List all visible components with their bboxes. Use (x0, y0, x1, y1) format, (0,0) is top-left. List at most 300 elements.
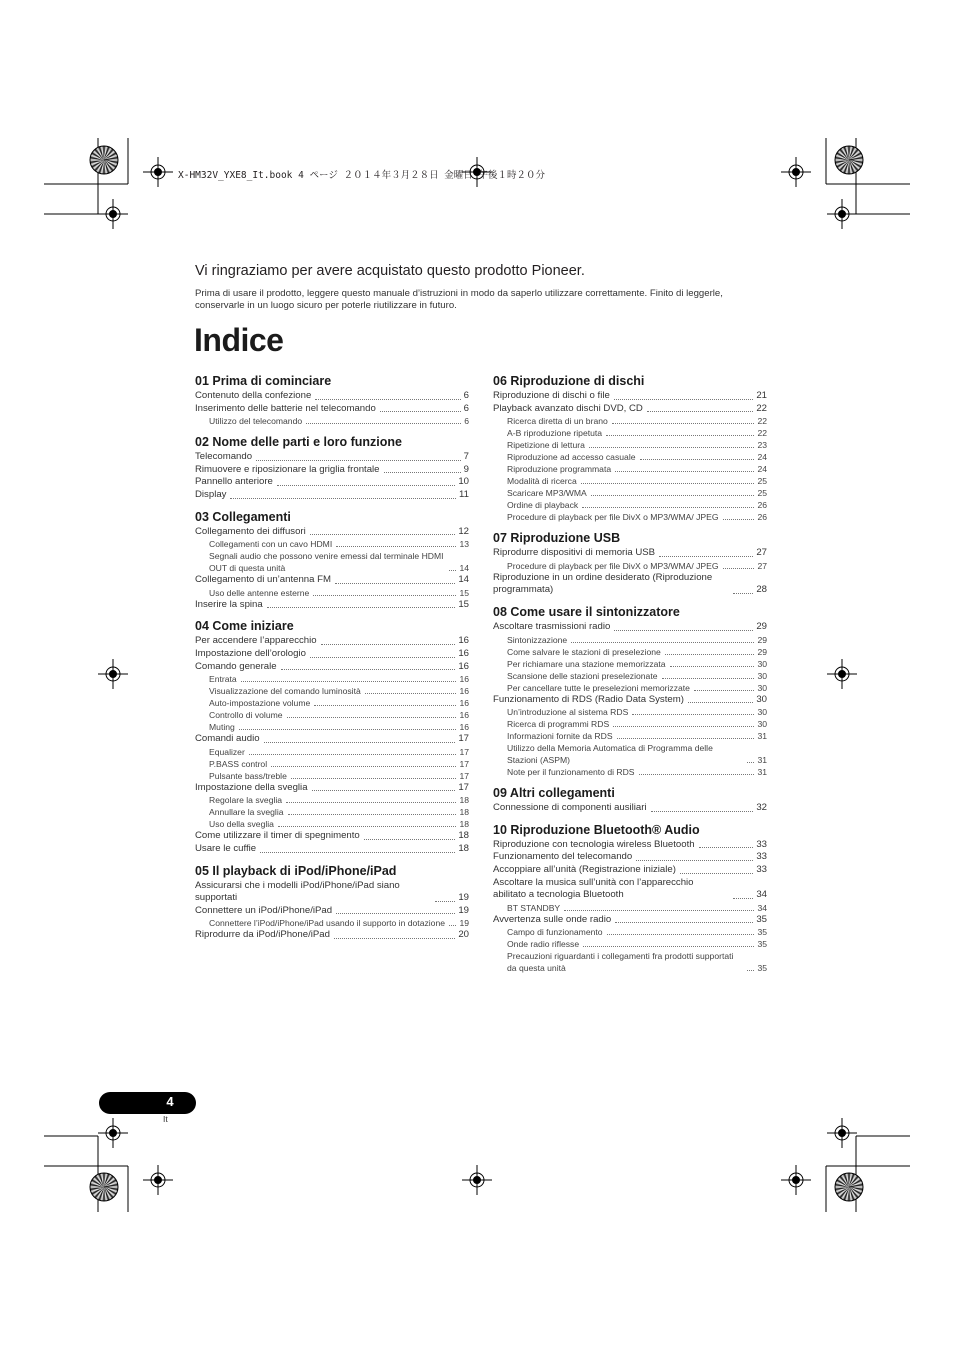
leader-dots (733, 593, 753, 594)
toc-entry[interactable] (493, 415, 767, 427)
toc-entry-page: 24 (757, 464, 767, 475)
toc-entry[interactable] (195, 733, 469, 746)
leader-dots (264, 742, 456, 743)
toc-entry-page: 16 (459, 686, 469, 697)
toc-entry-label: Ripetizione di lettura (507, 440, 585, 451)
leader-dots (589, 447, 755, 448)
leader-dots (335, 583, 455, 584)
toc-entry-page: 11 (459, 488, 469, 500)
toc-entry-label: Usare le cuffie (195, 842, 257, 854)
toc-entry-page: 31 (757, 767, 767, 778)
toc-entry-label: Per accendere l’apparecchio (195, 635, 317, 647)
toc-entry-label: Riproduzione con tecnologia wireless Bluetooth (493, 838, 695, 850)
toc-entry-page: 17 (458, 781, 469, 793)
toc-entry-label: A-B riproduzione ripetuta (507, 428, 603, 439)
toc-entry[interactable] (493, 694, 767, 707)
toc-entry-page: 19 (459, 918, 469, 929)
toc-entry[interactable] (493, 621, 767, 634)
leader-dots (662, 678, 755, 679)
leader-dots (680, 873, 753, 874)
toc-entry[interactable] (493, 950, 767, 974)
toc-entry-page: 33 (756, 851, 767, 863)
leader-dots (571, 642, 754, 643)
leader-dots (239, 729, 457, 730)
toc-entry-label: Note per il funzionamento di RDS (507, 767, 635, 778)
toc-entry-label: Riprodurre dispositivi di memoria USB (493, 547, 656, 559)
leader-dots (614, 630, 753, 631)
toc-entry-page: 20 (458, 929, 469, 941)
toc-entry-page: 16 (459, 674, 469, 685)
toc-entry-page: 33 (756, 838, 767, 850)
leader-dots (286, 802, 456, 803)
toc-entry[interactable] (493, 802, 767, 815)
toc-entry-page: 6 (463, 390, 469, 401)
toc-entry[interactable] (493, 864, 767, 877)
toc-section-heading: 06 Riproduzione di dischi (493, 374, 645, 388)
toc-right-column (493, 373, 767, 981)
toc-entry[interactable] (493, 718, 767, 730)
leader-dots (364, 839, 456, 840)
toc-entry-page: 17 (459, 746, 469, 757)
toc-entry[interactable] (195, 830, 469, 843)
toc-entry-page: 30 (757, 682, 767, 693)
toc-entry-label: Visualizzazione del comando luminosità (209, 686, 361, 697)
leader-dots (615, 471, 754, 472)
toc-entry[interactable] (493, 439, 767, 451)
toc-entry-page: 29 (757, 646, 767, 657)
leader-dots (241, 681, 457, 682)
toc-entry-label: Ordine di playback (507, 500, 579, 511)
page-number: 4 (166, 1094, 174, 1109)
toc-entry-label: Un’introduzione al sistema RDS (507, 707, 629, 718)
toc-entry-label: Ricerca diretta di un brano (507, 416, 608, 427)
crosshair-mark (462, 1165, 492, 1195)
toc-section-heading: 09 Altri collegamenti (493, 786, 615, 801)
sunburst-mark (90, 146, 118, 174)
toc-entry-page: 26 (757, 500, 767, 511)
leader-dots (607, 934, 755, 935)
toc-entry[interactable] (195, 451, 469, 464)
toc-section-heading: 02 Nome delle parti e loro funzione (195, 435, 402, 450)
leader-dots (670, 666, 755, 667)
toc-entry[interactable] (493, 560, 767, 572)
toc-entry-page: 16 (458, 635, 469, 647)
toc-entry-label: Ascoltare trasmissioni radio (493, 620, 611, 632)
toc-entry-page: 34 (757, 902, 767, 913)
leader-dots (306, 423, 461, 424)
leader-dots (615, 922, 753, 923)
toc-entry-page: 21 (756, 390, 767, 401)
toc-entry-label: Scansione delle stazioni preselezionate (507, 670, 658, 681)
toc-entry-page: 29 (756, 620, 767, 632)
toc-entry-label: Impostazione della sveglia (195, 781, 308, 793)
toc-entry[interactable] (195, 526, 469, 539)
toc-entry-page: 22 (756, 402, 767, 414)
toc-section-heading: 04 Come iniziare (195, 619, 294, 634)
toc-entry[interactable] (195, 648, 469, 661)
toc-entry-page: 19 (458, 904, 469, 916)
toc-entry-page: 32 (756, 802, 767, 814)
toc-section-heading: 08 Come usare il sintonizzatore (493, 604, 680, 619)
toc-entry[interactable] (195, 843, 469, 856)
leader-dots (636, 860, 753, 861)
toc-entry-label: Sintonizzazione (507, 634, 568, 645)
toc-entry-page: 16 (458, 660, 469, 672)
toc-entry[interactable] (195, 818, 469, 830)
toc-entry-page: 35 (757, 963, 767, 974)
toc-entry-label: Utilizzo del telecomando (209, 416, 303, 427)
toc-entry-label: Contenuto della confezione (195, 390, 312, 401)
toc-entry-page: 26 (757, 512, 767, 523)
toc-section (493, 822, 767, 975)
leader-dots (315, 399, 460, 400)
leader-dots (336, 913, 455, 914)
toc-entry-label: Riprodurre da iPod/iPhone/iPad (195, 929, 330, 941)
toc-entry-label: Per richiamare una stazione memorizzata (507, 658, 666, 669)
toc-entry-page: 31 (757, 731, 767, 742)
toc-entry-label: Riproduzione programmata (507, 464, 612, 475)
leader-dots (606, 435, 754, 436)
toc-entry[interactable] (195, 782, 469, 795)
toc-entry[interactable] (493, 682, 767, 694)
toc-entry-label: Equalizer (209, 746, 245, 757)
toc-entry[interactable] (195, 929, 469, 942)
toc-entry-page: 33 (756, 863, 767, 875)
leader-dots (291, 778, 457, 779)
toc-entry-label: Ascoltare la musica sull’unità con l’apparecchio abilitato a tecnologia Bluetooth (493, 876, 694, 901)
toc-entry[interactable] (195, 489, 469, 502)
leader-dots (639, 774, 755, 775)
toc-entry-page: 10 (458, 476, 469, 488)
toc-entry-label: Informazioni fornite da RDS (507, 731, 613, 742)
toc-entry-page: 14 (458, 574, 469, 586)
sunburst-mark (90, 1173, 118, 1201)
leader-dots (659, 556, 753, 557)
toc-entry[interactable] (493, 646, 767, 658)
toc-entry-label: Procedure di playback per file DivX o MP3/WMA/ JPEG (507, 512, 719, 523)
toc-entry[interactable] (493, 902, 767, 914)
toc-entry-label: Collegamento dei diffusori (195, 525, 306, 537)
toc-entry[interactable] (493, 475, 767, 487)
leader-dots (336, 546, 456, 547)
leader-dots (277, 485, 455, 486)
toc-entry-page: 24 (757, 452, 767, 463)
toc-entry[interactable] (195, 476, 469, 489)
toc-entry-page: 16 (459, 698, 469, 709)
leader-dots (435, 901, 455, 902)
toc-entry-label: Come utilizzare il timer di spegnimento (195, 830, 360, 842)
crosshair-mark (827, 659, 857, 689)
toc-entry[interactable] (195, 746, 469, 758)
toc-entry-label: Controllo di volume (209, 710, 283, 721)
leader-dots (313, 595, 456, 596)
toc-entry-label: P.BASS control (209, 758, 268, 769)
leader-dots (723, 568, 755, 569)
toc-entry-label: Onde radio riflesse (507, 939, 580, 950)
toc-left-column (195, 373, 469, 949)
sunburst-mark (835, 146, 863, 174)
toc-entry-label: Uso della sveglia (209, 819, 274, 830)
toc-entry[interactable] (195, 574, 469, 587)
crosshair-mark (827, 199, 857, 229)
toc-entry[interactable] (195, 806, 469, 818)
toc-entry[interactable] (195, 599, 469, 612)
toc-entry-page: 15 (458, 598, 469, 610)
toc-entry-label: Uso delle antenne esterne (209, 587, 310, 598)
leader-dots (723, 519, 755, 520)
leader-dots (581, 483, 755, 484)
toc-entry[interactable] (493, 487, 767, 499)
leader-dots (694, 690, 754, 691)
toc-entry[interactable] (195, 635, 469, 648)
leader-dots (310, 534, 456, 535)
toc-entry-label: Precauzioni riguardanti i collegamenti fra prodotti supportati da questa unità (507, 951, 734, 974)
toc-entry-page: 31 (757, 755, 767, 766)
toc-entry-page: 6 (464, 416, 469, 427)
toc-entry[interactable] (493, 658, 767, 670)
toc-entry-label: BT STANDBY (507, 902, 561, 913)
toc-entry[interactable] (195, 550, 469, 574)
toc-section-heading: 10 Riproduzione Bluetooth® Audio (493, 822, 700, 837)
toc-entry-label: Connessione di componenti ausiliari (493, 802, 647, 814)
leader-dots (312, 790, 456, 791)
toc-entry-label: Riproduzione di dischi o file (493, 390, 610, 401)
toc-section (195, 373, 469, 427)
leader-dots (747, 762, 754, 763)
toc-entry[interactable] (493, 839, 767, 852)
toc-entry-page: 30 (757, 719, 767, 730)
leader-dots (384, 472, 461, 473)
toc-entry-label: Telecomando (195, 451, 253, 463)
toc-entry-label: Auto-impostazione volume (209, 698, 311, 709)
toc-entry-page: 28 (756, 584, 767, 596)
leader-dots (583, 946, 754, 947)
toc-entry-page: 6 (463, 402, 469, 414)
toc-entry[interactable] (195, 661, 469, 674)
toc-entry-label: Pulsante bass/treble (209, 770, 287, 781)
toc-entry[interactable] (195, 880, 469, 905)
toc-entry[interactable] (493, 547, 767, 560)
toc-entry-label: Inserimento delle batterie nel telecomando (195, 402, 376, 414)
toc-entry-label: Pannello anteriore (195, 476, 273, 488)
leader-dots (747, 970, 754, 971)
toc-entry-page: 35 (757, 939, 767, 950)
toc-entry[interactable] (195, 464, 469, 477)
leader-dots (380, 411, 461, 412)
crosshair-mark (98, 659, 128, 689)
toc-entry-page: 16 (458, 647, 469, 659)
crosshair-mark (143, 157, 173, 187)
page-number-badge (99, 1092, 196, 1114)
toc-entry[interactable] (493, 463, 767, 475)
toc-entry[interactable] (195, 538, 469, 550)
toc-entry-label: Ricerca di programmi RDS (507, 719, 610, 730)
leader-dots (564, 910, 754, 911)
toc-entry[interactable] (493, 451, 767, 463)
toc-entry[interactable] (493, 851, 767, 864)
toc-entry-label: Funzionamento di RDS (Radio Data System) (493, 693, 684, 705)
toc-section (493, 373, 767, 523)
toc-section (493, 785, 767, 815)
toc-entry[interactable] (195, 685, 469, 697)
toc-entry-label: Impostazione dell’orologio (195, 647, 306, 659)
toc-entry-label: Campo di funzionamento (507, 927, 603, 938)
toc-entry[interactable] (195, 905, 469, 918)
toc-entry[interactable] (195, 697, 469, 709)
toc-entry-label: Segnali audio che possono venire emessi dal terminale HDMI OUT di questa unità (209, 551, 444, 574)
toc-entry-page: 22 (757, 416, 767, 427)
toc-entry[interactable] (493, 742, 767, 766)
toc-entry[interactable] (195, 709, 469, 721)
leader-dots (688, 702, 753, 703)
language-code: It (163, 1114, 168, 1124)
toc-entry-page: 17 (459, 758, 469, 769)
leader-dots (640, 459, 755, 460)
toc-section-heading: 03 Collegamenti (195, 509, 291, 524)
toc-entry-page: 35 (757, 927, 767, 938)
leader-dots (278, 826, 456, 827)
toc-entry-label: Per cancellare tutte le preselezioni memorizzate (507, 682, 690, 693)
toc-section (195, 434, 469, 501)
leader-dots (651, 811, 754, 812)
toc-entry-page: 27 (757, 560, 767, 571)
toc-entry-page: 25 (757, 476, 767, 487)
toc-entry[interactable] (493, 499, 767, 511)
toc-entry[interactable] (493, 730, 767, 742)
toc-entry[interactable] (493, 427, 767, 439)
leader-dots (699, 847, 754, 848)
leader-dots (591, 495, 755, 496)
toc-entry-page: 30 (757, 670, 767, 681)
toc-entry-label: Assicurarsi che i modelli iPod/iPhone/iPad siano supportati (195, 879, 400, 904)
toc-entry[interactable] (493, 877, 767, 902)
toc-entry-page: 29 (757, 634, 767, 645)
toc-entry[interactable] (195, 794, 469, 806)
toc-entry-label: Muting (209, 722, 235, 733)
leader-dots (310, 657, 455, 658)
toc-section-heading: 01 Prima di cominciare (195, 374, 332, 388)
leader-dots (449, 570, 456, 571)
toc-section (493, 604, 767, 778)
leader-dots (334, 938, 455, 939)
toc-entry[interactable] (195, 758, 469, 770)
crosshair-mark (98, 199, 128, 229)
toc-entry-page: 9 (463, 463, 469, 475)
toc-entry-page: 34 (756, 889, 767, 901)
toc-entry-label: Come salvare le stazioni di preselezione (507, 646, 661, 657)
thanks-heading: Vi ringraziamo per avere acquistato questo prodotto Pioneer. (195, 263, 585, 279)
toc-entry-page: 14 (459, 563, 469, 574)
toc-entry-label: Collegamento di un’antenna FM (195, 574, 331, 586)
toc-entry-label: Connettere l’iPod/iPhone/iPad usando il supporto in dotazione (209, 918, 446, 929)
leader-dots (314, 705, 456, 706)
toc-entry-label: Inserire la spina (195, 598, 263, 610)
leader-dots (281, 669, 456, 670)
toc-section (195, 509, 469, 612)
toc-entry-label: Playback avanzato dischi DVD, CD (493, 402, 643, 414)
leader-dots (617, 738, 755, 739)
toc-entry[interactable] (493, 511, 767, 523)
leader-dots (449, 925, 456, 926)
crosshair-mark (781, 157, 811, 187)
toc-entry[interactable] (493, 766, 767, 778)
leader-dots (271, 766, 456, 767)
toc-entry[interactable] (195, 390, 469, 403)
toc-entry-label: Accoppiare all’unità (Registrazione iniziale) (493, 863, 676, 875)
toc-entry-label: Entrata (209, 674, 237, 685)
toc-entry[interactable] (195, 673, 469, 685)
leader-dots (365, 693, 457, 694)
leader-dots (613, 726, 754, 727)
leader-dots (632, 714, 754, 715)
toc-entry-page: 19 (458, 892, 469, 904)
toc-entry-label: Avvertenza sulle onde radio (493, 913, 612, 925)
toc-entry-page: 18 (459, 795, 469, 806)
toc-entry-page: 18 (459, 807, 469, 818)
toc-entry-page: 18 (459, 819, 469, 830)
leader-dots (260, 852, 455, 853)
toc-entry-label: Collegamenti con un cavo HDMI (209, 539, 333, 550)
toc-entry[interactable] (493, 914, 767, 927)
toc-entry-label: Riproduzione in un ordine desiderato (Riproduzione programmata) (493, 571, 713, 596)
toc-entry-label: Connettere un iPod/iPhone/iPad (195, 904, 333, 916)
toc-entry-label: Funzionamento del telecomando (493, 851, 633, 863)
leader-dots (256, 460, 461, 461)
toc-entry[interactable] (195, 415, 469, 427)
toc-entry-page: 17 (459, 770, 469, 781)
toc-section (493, 530, 767, 597)
toc-entry-label: Utilizzo della Memoria Automatica di Programma delle Stazioni (ASPM) (507, 743, 713, 766)
toc-entry-page: 7 (463, 451, 469, 463)
toc-entry-label: Comando generale (195, 660, 277, 672)
page-title: Indice (194, 322, 284, 358)
toc-entry-page: 17 (458, 733, 469, 745)
toc-entry-label: Scaricare MP3/WMA (507, 488, 587, 499)
toc-entry[interactable] (195, 403, 469, 416)
toc-entry[interactable] (493, 390, 767, 403)
toc-entry[interactable] (493, 706, 767, 718)
toc-entry[interactable] (493, 926, 767, 938)
leader-dots (647, 411, 753, 412)
toc-entry[interactable] (195, 770, 469, 782)
toc-entry-page: 16 (459, 722, 469, 733)
toc-entry-label: Annullare la sveglia (209, 807, 284, 818)
leader-dots (665, 654, 755, 655)
crosshair-mark (143, 1165, 173, 1195)
toc-section (195, 618, 469, 855)
toc-entry[interactable] (493, 670, 767, 682)
leader-dots (230, 498, 456, 499)
toc-entry-page: 35 (756, 913, 767, 925)
toc-entry-page: 22 (757, 428, 767, 439)
toc-entry[interactable] (493, 938, 767, 950)
toc-entry[interactable] (195, 721, 469, 733)
print-header: X-HM32V_YXE8_It.book 4 ページ ２０１４年３月２８日 金曜日 午後１時２０分 (178, 170, 546, 181)
toc-entry[interactable] (493, 572, 767, 597)
leader-dots (249, 754, 457, 755)
leader-dots (321, 644, 456, 645)
toc-entry-label: Display (195, 488, 227, 500)
toc-entry[interactable] (493, 403, 767, 416)
toc-entry[interactable] (195, 917, 469, 929)
crosshair-mark (781, 1165, 811, 1195)
toc-section (195, 863, 469, 942)
toc-entry-page: 13 (459, 539, 469, 550)
crosshair-mark (827, 1118, 857, 1148)
toc-entry[interactable] (195, 587, 469, 599)
toc-entry[interactable] (493, 634, 767, 646)
leader-dots (287, 717, 457, 718)
